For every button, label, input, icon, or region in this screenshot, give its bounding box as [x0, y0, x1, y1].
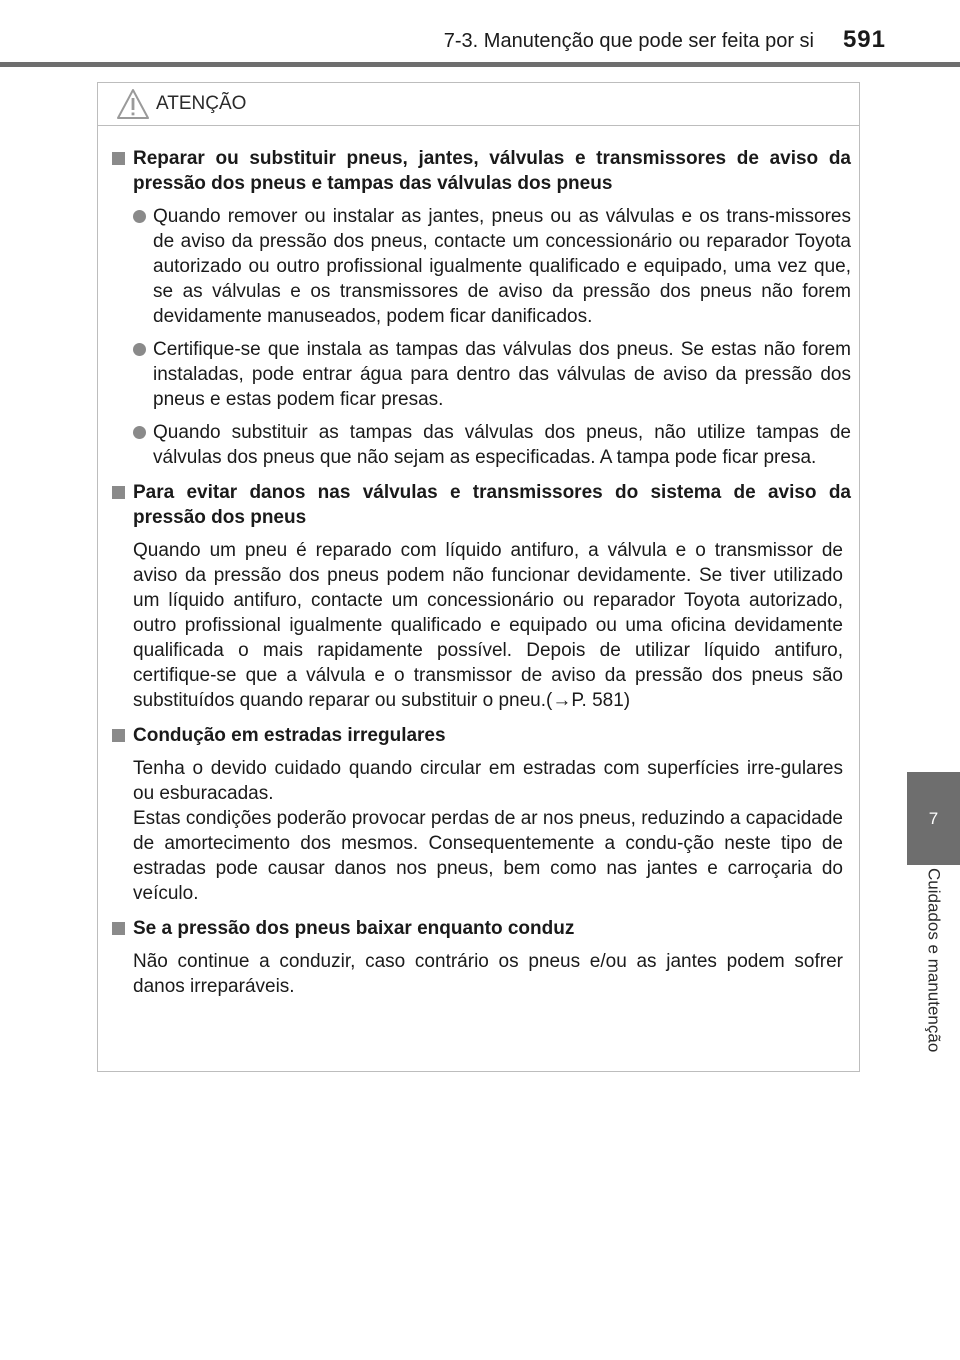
square-bullet-icon	[112, 152, 125, 165]
warning-section	[108, 146, 851, 470]
warning-triangle-icon	[115, 87, 151, 121]
warning-section	[108, 916, 851, 999]
paragraph: Estas condições poderão provocar perdas de ar nos pneus, reduzindo a capacidade de amortecimento dos mesmos. Consequentemente a condu-ção neste tipo de estradas pode causar danos nos pneus, bem como nas jantes e carroçaria do veículo.	[133, 808, 843, 904]
warning-section	[108, 480, 851, 713]
warning-box	[97, 82, 860, 1072]
paragraph: Não continue a conduzir, caso contrário os pneus e/ou as jantes podem sofrer danos irreparáveis.	[133, 951, 843, 997]
paragraph: Tenha o devido cuidado quando circular em estradas com superfícies irre-gulares ou esburacadas.	[133, 758, 843, 804]
square-bullet-icon	[112, 486, 125, 499]
square-bullet-icon	[112, 922, 125, 935]
section-heading: Para evitar danos nas válvulas e transmissores do sistema de aviso da pressão dos pneus	[108, 480, 851, 530]
warning-section	[108, 723, 851, 906]
section-heading: Condução em estradas irregulares	[108, 723, 851, 748]
paragraph: Quando um pneu é reparado com líquido antifuro, a válvula e o transmissor de aviso da pressão dos pneus podem não funcionar devidamente. Se tiver utilizado um líquido antifuro, contacte um concessionário ou reparador Toyota autorizado, outro profissional igualmente qualificado e equipado ou uma oficina devidamente qualificada o mais rapidamente possível. Depois de utilizar líquido antifuro, certifique-se que a válvula e o transmissor de aviso da pressão dos pneus são substituídos quando reparar ou substituir o pneu.(→P. 581)	[133, 540, 843, 711]
warning-header	[98, 83, 859, 126]
bullet-item: Certifique-se que instala as tampas das válvulas dos pneus. Se estas não forem instaladas, pode entrar água para dentro das válvulas de aviso da pressão dos pneus e estas podem ficar presas.	[108, 337, 851, 412]
chapter-label	[907, 868, 960, 1108]
chapter-tab	[907, 772, 960, 865]
bullet-item: Quando remover ou instalar as jantes, pneus ou as válvulas e os trans-missores de aviso da pressão dos pneus, contacte um concessionário ou reparador Toyota autorizado ou outro profissional igualmente qualificado e equipado, uma vez que, se as válvulas e os transmissores de aviso da pressão dos pneus não forem devidamente manuseados, podem ficar danificados.	[108, 204, 851, 329]
circle-bullet-icon	[133, 426, 146, 439]
section-title: 7-3. Manutenção que pode ser feita por si	[443, 30, 814, 52]
bullet-item: Quando substituir as tampas das válvulas dos pneus, não utilize tampas de válvulas dos pneus que não sejam as especificadas. A tampa pode ficar presa.	[108, 420, 851, 470]
chapter-label-text: Cuidados e manutenção	[924, 868, 944, 1053]
section-heading: Se a pressão dos pneus baixar enquanto conduz	[108, 916, 851, 941]
circle-bullet-icon	[133, 343, 146, 356]
page-header	[0, 0, 960, 62]
section-heading: Reparar ou substituir pneus, jantes, válvulas e transmissores de aviso da pressão dos pneus e tampas das válvulas dos pneus	[108, 146, 851, 196]
header-rule	[0, 62, 960, 67]
chapter-number: 7	[928, 808, 939, 828]
circle-bullet-icon	[133, 210, 146, 223]
page-number: 591	[842, 26, 886, 53]
square-bullet-icon	[112, 729, 125, 742]
warning-title: ATENÇÃO	[156, 93, 247, 114]
warning-body	[98, 126, 859, 999]
